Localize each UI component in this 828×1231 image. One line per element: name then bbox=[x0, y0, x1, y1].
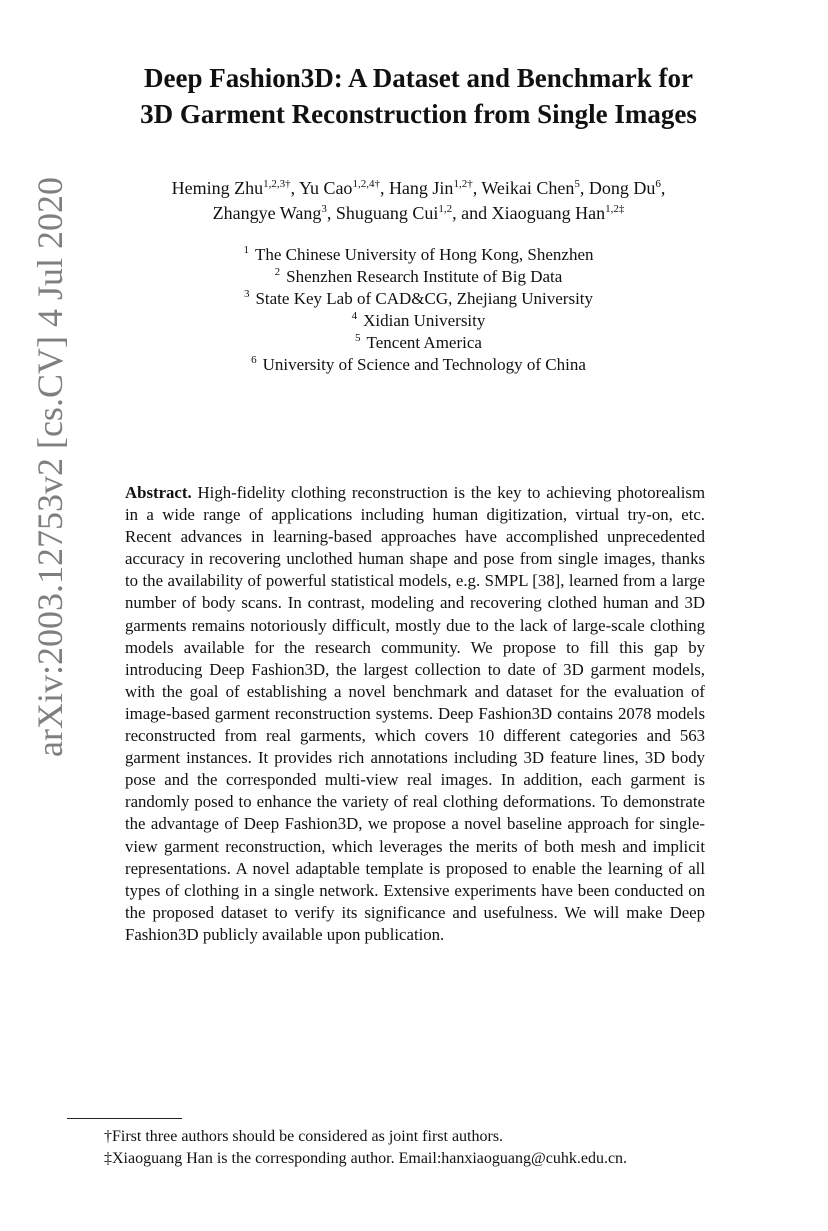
abstract-label: Abstract. bbox=[125, 483, 192, 502]
author-affiliation-marker: 5 bbox=[574, 178, 580, 190]
author-affiliation-marker: 6 bbox=[655, 178, 661, 190]
affiliation bbox=[40, 266, 797, 288]
abstract-text: High-fidelity clothing reconstruction is the key to achieving photorealism in a wide range of applications including human digitization, virtual try-on, etc. Recent advances in learning-based approaches have accomplished unprecedented accuracy in recovering unclothed human shape and pose from single images, thanks to the availability of powerful statistical models, e.g. SMPL [38], learned from a large number of body scans. In contrast, modeling and recovering clothed human and 3D garments remains notoriously difficult, mostly due to the lack of large-scale clothing models available for the research community. We propose to fill this gap by introducing Deep Fashion3D, the largest collection to date of 3D garment models, with the goal of establishing a novel benchmark and dataset for the evaluation of image-based garment reconstruction systems. Deep Fashion3D contains 2078 models reconstructed from real garments, which covers 10 different categories and 563 garment instances. It provides rich annotations including 3D feature lines, 3D body pose and the corresponded multi-view real images. In addition, each garment is randomly posed to enhance the variety of real clothing deformations. To demonstrate the advantage of Deep Fashion3D, we propose a novel baseline approach for single-view garment reconstruction, which leverages the merits of both mesh and implicit representations. A novel adaptable template is proposed to enable the learning of all types of clothing in a single network. Extensive experiments have been conducted on the proposed dataset to verify its significance and usefulness. We will make Deep Fashion3D publicly available upon publication. bbox=[125, 483, 706, 944]
affiliation-text: State Key Lab of CAD&CG, Zhejiang University bbox=[255, 289, 594, 308]
author-separator: , bbox=[579, 178, 589, 198]
affiliation-number: 1 bbox=[243, 244, 249, 256]
affiliation bbox=[40, 244, 797, 266]
author-affiliation-marker: 1,2† bbox=[453, 178, 473, 190]
affiliation-text: The Chinese University of Hong Kong, Shenzhen bbox=[254, 245, 594, 264]
author-affiliation-marker: 1,2‡ bbox=[605, 203, 625, 215]
affiliation-text: Tencent America bbox=[366, 333, 482, 352]
arxiv-identifier: arXiv:2003.12753v2 [cs.CV] 4 Jul 2020 bbox=[30, 177, 70, 757]
author-list bbox=[40, 176, 797, 226]
author-name: Heming Zhu bbox=[171, 178, 264, 198]
title-line-1: Deep Fashion3D: A Dataset and Benchmark for bbox=[143, 63, 693, 93]
author-name: Zhangye Wang bbox=[212, 203, 322, 223]
author-name: Shuguang Cui bbox=[335, 203, 439, 223]
affiliation-text: Xidian University bbox=[363, 311, 486, 330]
footnote-corresponding-author: ‡Xiaoguang Han is the corresponding author. Email:hanxiaoguang@cuhk.edu.cn. bbox=[104, 1150, 628, 1167]
author-name: Yu Cao bbox=[298, 178, 353, 198]
affiliation bbox=[40, 332, 797, 354]
affiliation-number: 4 bbox=[351, 310, 358, 322]
affiliation-number: 2 bbox=[274, 266, 281, 278]
title-line-2: 3D Garment Reconstruction from Single Images bbox=[140, 99, 697, 129]
affiliation-number: 3 bbox=[243, 288, 250, 300]
footnote-joint-first-authors: †First three authors should be considered as joint first authors. bbox=[104, 1128, 504, 1145]
author-separator: , bbox=[326, 203, 336, 223]
abstract bbox=[125, 482, 705, 946]
author-separator: , and bbox=[452, 203, 492, 223]
author-name: Weikai Chen bbox=[481, 178, 575, 198]
author-separator: , bbox=[660, 178, 666, 198]
author-separator: , bbox=[472, 178, 482, 198]
author-name: Dong Du bbox=[588, 178, 656, 198]
paper-title bbox=[40, 60, 797, 132]
affiliation-text: Shenzhen Research Institute of Big Data bbox=[286, 267, 563, 286]
author-line-1 bbox=[40, 176, 797, 201]
author-affiliation-marker: 1,2 bbox=[438, 203, 453, 215]
affiliation-number: 6 bbox=[251, 354, 257, 366]
author-affiliation-marker: 1,2,3† bbox=[263, 178, 291, 190]
author-separator: , bbox=[379, 178, 389, 198]
author-name: Hang Jin bbox=[388, 178, 454, 198]
affiliation-number: 5 bbox=[355, 332, 361, 344]
author-line-2 bbox=[40, 201, 797, 226]
affiliation-text: University of Science and Technology of China bbox=[262, 355, 586, 374]
affiliation bbox=[40, 288, 797, 310]
author-affiliation-marker: 3 bbox=[321, 203, 327, 215]
author-name: Xiaoguang Han bbox=[491, 203, 606, 223]
affiliation bbox=[40, 354, 797, 376]
affiliation bbox=[40, 310, 797, 332]
affiliation-list bbox=[40, 244, 797, 376]
footnotes bbox=[104, 1126, 764, 1170]
footnote-divider bbox=[67, 1118, 182, 1119]
author-affiliation-marker: 1,2,4† bbox=[352, 178, 380, 190]
author-separator: , bbox=[290, 178, 299, 198]
